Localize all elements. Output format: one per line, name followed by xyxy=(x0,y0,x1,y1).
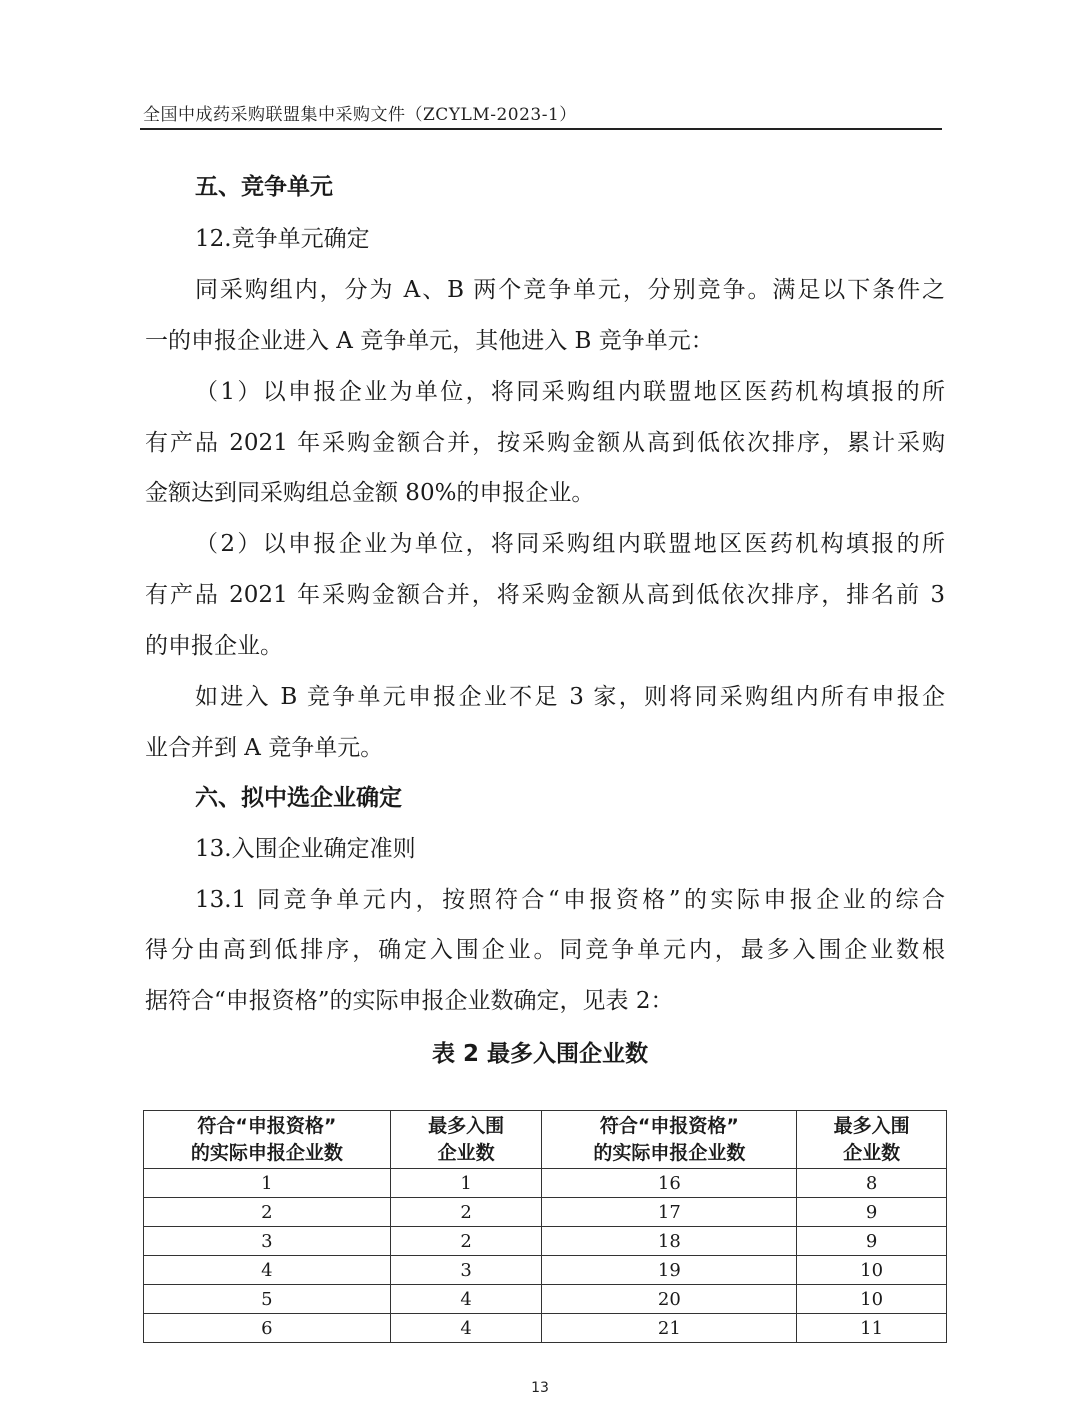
paragraph-1-line-2: 一的申报企业进入 A 竞争单元，其他进入 B 竞争单元： xyxy=(145,328,714,354)
header-cell-max-shortlisted-2: 最多入围 企业数 xyxy=(797,1111,947,1169)
table-cell: 9 xyxy=(797,1227,947,1256)
table-cell: 5 xyxy=(144,1285,391,1314)
paragraph-3-line-1: 13.1 同竞争单元内，按照符合“申报资格”的实际申报企业的综合 xyxy=(195,887,945,913)
paragraph-3-line-2: 得分由高到低排序，确定入围企业。同竞争单元内，最多入围企业数根 xyxy=(145,937,945,963)
paragraph-1-line-1: 同采购组内，分为 A、B 两个竞争单元，分别竞争。满足以下条件之 xyxy=(195,277,945,303)
table-header-row xyxy=(144,1111,947,1169)
condition-2-line-3: 的申报企业。 xyxy=(145,633,283,659)
table-row xyxy=(144,1227,947,1256)
table-cell: 18 xyxy=(542,1227,797,1256)
paragraph-2-line-1: 如进入 B 竞争单元申报企业不足 3 家，则将同采购组内所有申报企 xyxy=(195,684,945,710)
table-cell: 17 xyxy=(542,1198,797,1227)
table-cell: 1 xyxy=(390,1169,542,1198)
condition-1-line-3: 金额达到同采购组总金额 80%的申报企业。 xyxy=(145,480,595,506)
section-6-heading: 六、拟中选企业确定 xyxy=(195,785,402,811)
table-cell: 9 xyxy=(797,1198,947,1227)
table-row xyxy=(144,1285,947,1314)
header-divider xyxy=(140,128,942,130)
condition-2-line-2: 有产品 2021 年采购金额合并，将采购金额从高到低依次排序，排名前 3 xyxy=(145,582,945,608)
paragraph-2-line-2: 业合并到 A 竞争单元。 xyxy=(145,735,384,761)
table-cell: 4 xyxy=(144,1256,391,1285)
table-cell: 3 xyxy=(390,1256,542,1285)
table-cell: 21 xyxy=(542,1314,797,1343)
table-row xyxy=(144,1256,947,1285)
header-cell-qualified-applicants-1: 符合“申报资格” 的实际申报企业数 xyxy=(144,1111,391,1169)
table-cell: 2 xyxy=(390,1227,542,1256)
condition-1-line-1: （1）以申报企业为单位，将同采购组内联盟地区医药机构填报的所 xyxy=(195,379,945,405)
table-cell: 4 xyxy=(390,1285,542,1314)
table-row xyxy=(144,1198,947,1227)
page-number: 13 xyxy=(531,1380,549,1396)
table-cell: 8 xyxy=(797,1169,947,1198)
table-2-title: 表 2 最多入围企业数 xyxy=(431,1041,649,1067)
header-cell-qualified-applicants-2: 符合“申报资格” 的实际申报企业数 xyxy=(542,1111,797,1169)
table-cell: 6 xyxy=(144,1314,391,1343)
clause-13-heading: 13.入围企业确定准则 xyxy=(195,836,416,862)
table-cell: 1 xyxy=(144,1169,391,1198)
clause-12-heading: 12.竞争单元确定 xyxy=(195,226,370,252)
table-cell: 2 xyxy=(144,1198,391,1227)
table-cell: 4 xyxy=(390,1314,542,1343)
table-row xyxy=(144,1314,947,1343)
document-header-title: 全国中成药采购联盟集中采购文件（ZCYLM-2023-1） xyxy=(143,105,577,125)
table-cell: 2 xyxy=(390,1198,542,1227)
table-cell: 20 xyxy=(542,1285,797,1314)
paragraph-3-line-3: 据符合“申报资格”的实际申报企业数确定，见表 2： xyxy=(145,988,674,1014)
table-cell: 19 xyxy=(542,1256,797,1285)
table-cell: 10 xyxy=(797,1285,947,1314)
table-cell: 3 xyxy=(144,1227,391,1256)
condition-1-line-2: 有产品 2021 年采购金额合并，按采购金额从高到低依次排序，累计采购 xyxy=(145,430,945,456)
table-cell: 10 xyxy=(797,1256,947,1285)
table-row xyxy=(144,1169,947,1198)
header-cell-max-shortlisted-1: 最多入围 企业数 xyxy=(390,1111,542,1169)
table-cell: 16 xyxy=(542,1169,797,1198)
section-5-heading: 五、竞争单元 xyxy=(195,174,333,200)
max-shortlisted-enterprises-table xyxy=(143,1110,947,1343)
table-cell: 11 xyxy=(797,1314,947,1343)
condition-2-line-1: （2）以申报企业为单位，将同采购组内联盟地区医药机构填报的所 xyxy=(195,531,945,557)
